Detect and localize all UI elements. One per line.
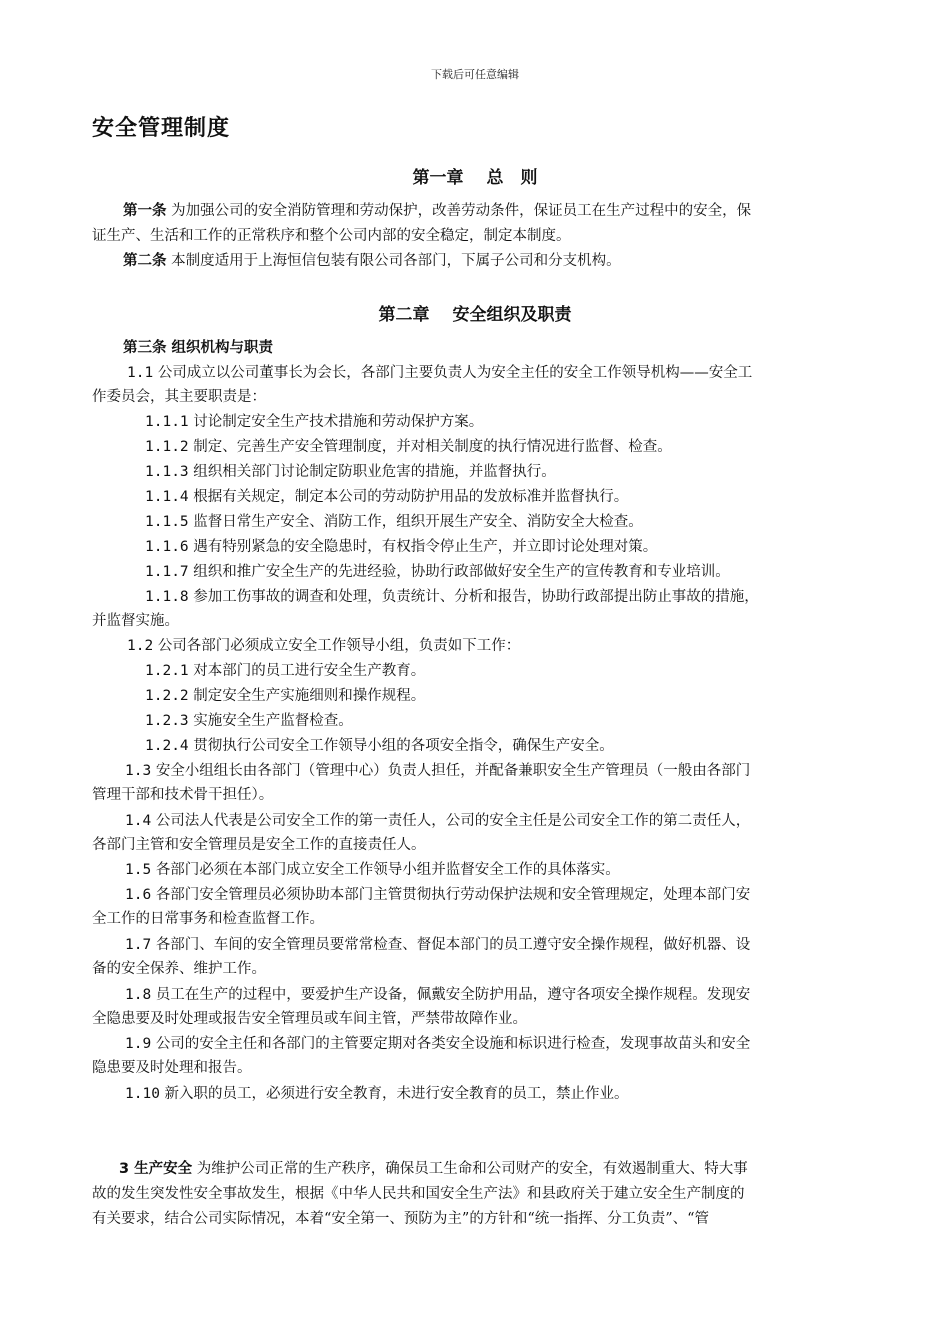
item-number: 1.2.2	[145, 688, 189, 704]
section-number: 1.2	[127, 638, 154, 654]
item-number: 1.2.4	[145, 738, 189, 754]
item-text: 监督日常生产安全、消防工作，组织开展生产安全、消防安全大检查。	[193, 514, 643, 530]
section-1-1-line-1	[127, 363, 752, 383]
item-1-1-3	[145, 462, 556, 482]
section-1-6-line-1	[125, 885, 750, 905]
article-1-label: 第一条	[123, 203, 167, 219]
item-1-1-5	[145, 512, 643, 532]
item-number: 1.2.1	[145, 663, 189, 679]
item-text: 制定、完善生产安全管理制度，并对相关制度的执行情况进行监督、检查。	[193, 439, 672, 455]
section-3-line-1	[119, 1159, 748, 1179]
section-3-text-1: 为维护公司正常的生产秩序，确保员工生命和公司财产的安全，有效遏制重大、特大事	[196, 1161, 748, 1177]
section-number: 1.3	[125, 763, 152, 779]
item-1-1-4	[145, 487, 628, 507]
header-note: 下载后可任意编辑	[431, 68, 519, 81]
section-3-line-2: 故的发生突发性安全事故发生，根据《中华人民共和国安全生产法》和县政府关于建立安全生产制度的	[92, 1186, 745, 1202]
section-1-4-line-2: 各部门主管和安全管理员是安全工作的直接责任人。	[92, 837, 426, 853]
article-1-line-1	[123, 201, 751, 221]
item-number: 1.1.5	[145, 514, 189, 530]
section-number: 1.8	[125, 987, 152, 1003]
section-3-line-3: 有关要求，结合公司实际情况，本着“安全第一、预防为主”的方针和“统一指挥、分工负责”、“管	[92, 1211, 710, 1227]
section-text: 新入职的员工，必须进行安全教育，未进行安全教育的员工，禁止作业。	[164, 1086, 629, 1102]
section-1-5	[125, 860, 620, 880]
item-text: 制定安全生产实施细则和操作规程。	[193, 688, 426, 704]
article-1-text-1: 为加强公司的安全消防管理和劳动保护，改善劳动条件，保证员工在生产过程中的安全，保	[171, 203, 752, 219]
item-1-1-6	[145, 537, 657, 557]
section-text: 安全小组组长由各部门（管理中心）负责人担任，并配备兼职安全生产管理员（一般由各部门	[155, 763, 751, 779]
section-1-9-line-2: 隐患要及时处理和报告。	[92, 1060, 252, 1076]
item-text: 遇有特别紧急的安全隐患时，有权指令停止生产，并立即讨论处理对策。	[193, 539, 658, 555]
article-2-label: 第二条	[123, 253, 167, 269]
item-text: 讨论制定安全生产技术措施和劳动保护方案。	[193, 414, 484, 430]
item-1-1-8-line-1	[145, 587, 759, 607]
article-1-line-2: 证生产、生活和工作的正常秩序和整个公司内部的安全稳定，制定本制度。	[92, 228, 571, 244]
document-title: 安全管理制度	[92, 116, 231, 141]
item-1-1-1	[145, 412, 483, 432]
section-1-1-line-2: 作委员会，其主要职责是：	[92, 389, 266, 405]
item-text: 参加工伤事故的调查和处理，负责统计、分析和报告，协助行政部提出防止事故的措施，	[193, 589, 759, 605]
section-1-9-line-1	[125, 1034, 750, 1054]
item-number: 1.1.2	[145, 439, 189, 455]
article-2-text: 本制度适用于上海恒信包装有限公司各部门，下属子公司和分支机构。	[171, 253, 621, 269]
section-1-2	[127, 636, 520, 656]
item-text: 根据有关规定，制定本公司的劳动防护用品的发放标准并监督执行。	[193, 489, 629, 505]
item-text: 贯彻执行公司安全工作领导小组的各项安全指令，确保生产安全。	[193, 738, 614, 754]
section-1-3-line-1	[125, 761, 750, 781]
item-1-1-8-line-2: 并监督实施。	[92, 613, 179, 629]
section-number: 1.1	[127, 365, 154, 381]
item-1-2-4	[145, 736, 614, 756]
item-number: 1.1.6	[145, 539, 189, 555]
section-3-label: 3 生产安全	[119, 1161, 193, 1177]
section-number: 1.7	[125, 937, 152, 953]
item-text: 实施安全生产监督检查。	[193, 713, 353, 729]
section-text: 公司各部门必须成立安全工作领导小组，负责如下工作：	[157, 638, 521, 654]
section-number: 1.10	[125, 1086, 160, 1102]
section-number: 1.9	[125, 1036, 152, 1052]
item-text: 组织和推广安全生产的先进经验，协助行政部做好安全生产的宣传教育和专业培训。	[193, 564, 730, 580]
section-1-10	[125, 1084, 629, 1104]
section-1-4-line-1	[125, 811, 750, 831]
section-text: 各部门必须在本部门成立安全工作领导小组并监督安全工作的具体落实。	[155, 862, 620, 878]
section-number: 1.6	[125, 887, 152, 903]
section-text: 公司的安全主任和各部门的主管要定期对各类安全设施和标识进行检查，发现事故苗头和安全	[155, 1036, 751, 1052]
section-text: 各部门、车间的安全管理员要常常检查、督促本部门的员工遵守安全操作规程，做好机器、设	[155, 937, 751, 953]
section-1-3-line-2: 管理干部和技术骨干担任）。	[92, 787, 274, 803]
item-1-2-2	[145, 686, 425, 706]
section-text: 公司法人代表是公司安全工作的第一责任人，公司的安全主任是公司安全工作的第二责任人，	[155, 813, 751, 829]
item-number: 1.1.4	[145, 489, 189, 505]
item-text: 对本部门的员工进行安全生产教育。	[193, 663, 426, 679]
item-number: 1.1.3	[145, 464, 189, 480]
item-1-2-1	[145, 661, 425, 681]
item-number: 1.1.7	[145, 564, 189, 580]
section-text: 公司成立以公司董事长为会长，各部门主要负责人为安全主任的安全工作领导机构——安全工	[157, 365, 753, 381]
section-1-6-line-2: 全工作的日常事务和检查监督工作。	[92, 911, 324, 927]
section-text: 各部门安全管理员必须协助本部门主管贯彻执行劳动保护法规和安全管理规定，处理本部门安	[155, 887, 751, 903]
article-2-line	[123, 251, 621, 271]
item-1-2-3	[145, 711, 353, 731]
section-number: 1.4	[125, 813, 152, 829]
section-1-8-line-2: 全隐患要及时处理或报告安全管理员或车间主管，严禁带故障作业。	[92, 1011, 527, 1027]
item-number: 1.1.8	[145, 589, 189, 605]
chapter-2-heading: 第二章 安全组织及职责	[378, 305, 572, 325]
article-3-heading: 第三条 组织机构与职责	[123, 340, 274, 356]
section-text: 员工在生产的过程中，要爱护生产设备，佩戴安全防护用品，遵守各项安全操作规程。发现安	[155, 987, 751, 1003]
item-1-1-7	[145, 562, 730, 582]
item-1-1-2	[145, 437, 672, 457]
item-text: 组织相关部门讨论制定防职业危害的措施，并监督执行。	[193, 464, 556, 480]
item-number: 1.1.1	[145, 414, 189, 430]
chapter-1-heading: 第一章 总 则	[412, 168, 538, 188]
section-number: 1.5	[125, 862, 152, 878]
section-1-8-line-1	[125, 985, 750, 1005]
item-number: 1.2.3	[145, 713, 189, 729]
section-1-7-line-1	[125, 935, 750, 955]
section-1-7-line-2: 备的安全保养、维护工作。	[92, 961, 266, 977]
